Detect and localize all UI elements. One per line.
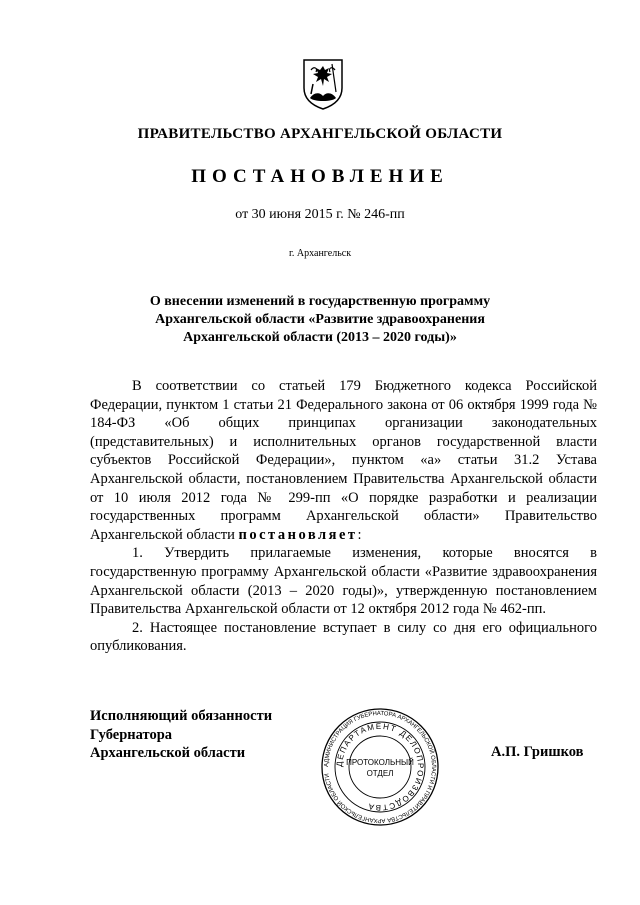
- organization-name: ПРАВИТЕЛЬСТВО АРХАНГЕЛЬСКОЙ ОБЛАСТИ: [137, 126, 503, 142]
- official-stamp: [320, 707, 440, 827]
- stamp-center-line: ОТДЕЛ: [366, 769, 394, 778]
- preamble-text: В соответствии со статьей 179 Бюджетного кодекса Российской Федерации, пунктом 1 статьи 21 Федерального закона от 06 октября 1999 года № 184-ФЗ «Об общих принципах организации законодательных (представительных) и исполнительных органов государственной власти субъектов Российской Федерации», пунктом «а» статьи 31.2 Устава Архангельской области, постановлением Правительства Архангельской области от 10 июля 2012 года № 299-пп «О порядке разработки и реализации государственных программ Архангельской области» Правительство Архангельской области: [90, 378, 597, 543]
- city: г. Архангельск: [288, 248, 352, 259]
- coat-of-arms-icon: [302, 58, 344, 110]
- document-body: [90, 377, 597, 656]
- resolves-colon: :: [357, 526, 362, 543]
- position-line: Исполняющий обязанности: [90, 708, 273, 724]
- resolves-word: постановляет: [238, 526, 358, 543]
- stamp-center-line: ПРОТОКОЛЬНЫЙ: [346, 758, 414, 767]
- signer-name: А.П. Гришков: [491, 744, 584, 760]
- item-2-paragraph: 2. Настоящее постановление вступает в силу со дня его официального опубликования.: [90, 619, 597, 655]
- position-line: Губернатора: [90, 726, 173, 743]
- preamble-paragraph: [90, 377, 597, 544]
- stamp-outer-text: АДМИНИСТРАЦИЯ ГУБЕРНАТОРА АРХАНГЕЛЬСКОЙ ОБЛАСТИ И ПРАВИТЕЛЬСТВА АРХАНГЕЛЬСКОЙ ОБЛАСТИ: [323, 710, 437, 824]
- document-title: [100, 293, 540, 347]
- document-type: ПОСТАНОВЛЕНИЕ: [191, 166, 449, 187]
- title-line: Архангельской области «Развитие здравоохранения: [155, 312, 485, 327]
- date-number: от 30 июня 2015 г. № 246-пп: [235, 207, 405, 222]
- item-1-paragraph: 1. Утвердить прилагаемые изменения, которые вносятся в государственную программу Архангельской области «Развитие здравоохранения Архангельской области (2013 – 2020 годы)», утвержденную постановлением Правительства Архангельской области от 12 октября 2012 года № 462-пп.: [90, 545, 597, 618]
- position-line: Архангельской области: [90, 745, 246, 762]
- stamp-inner-text: ДЕПАРТАМЕНТ ДЕЛОПРОИЗВОДСТВА: [334, 721, 426, 813]
- title-line: О внесении изменений в государственную программу: [149, 294, 491, 309]
- signature-position: [90, 707, 272, 763]
- title-line: Архангельской области (2013 – 2020 годы)»: [183, 330, 457, 345]
